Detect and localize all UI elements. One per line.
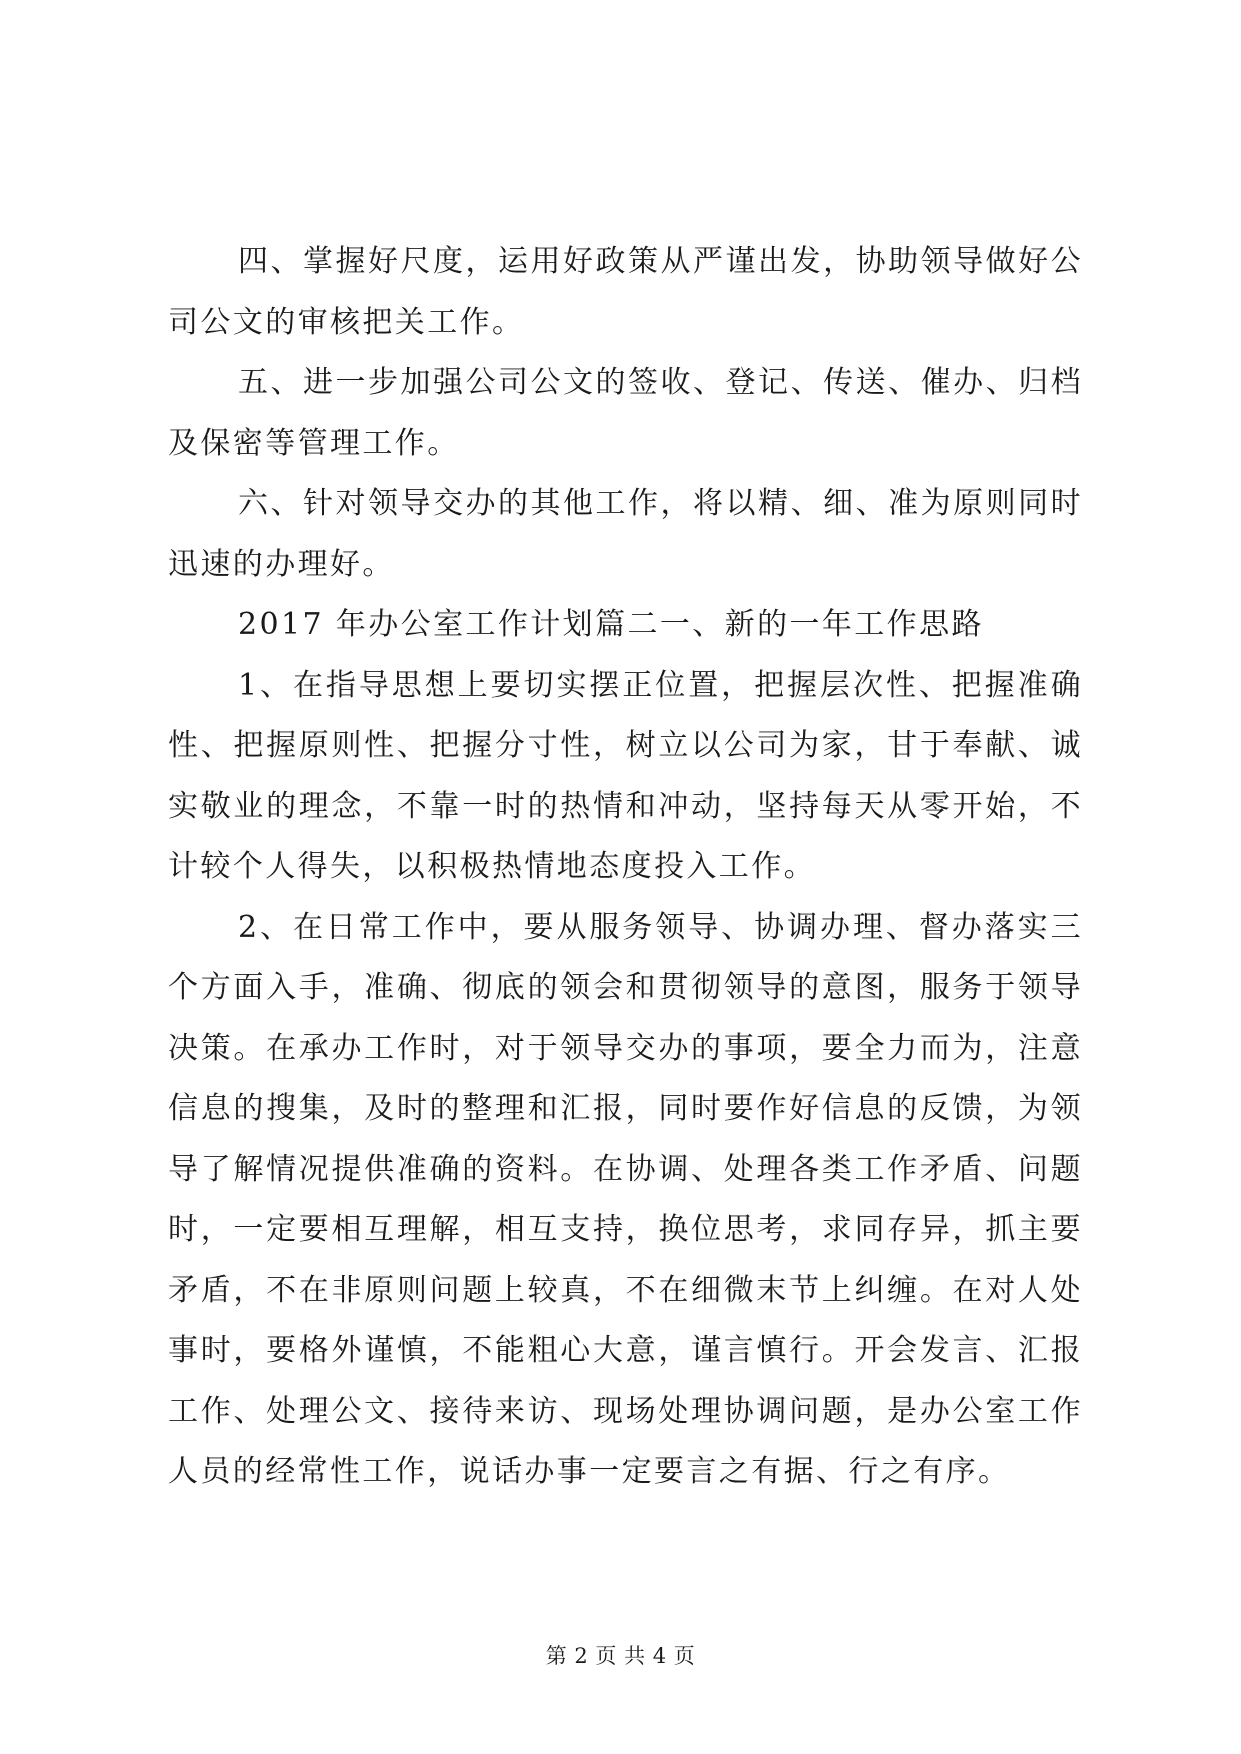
paragraph-item-6: 六、针对领导交办的其他工作，将以精、细、准为原则同时迅速的办理好。 (168, 486, 1083, 582)
paragraph-item-5: 五、进一步加强公司公文的签收、登记、传送、催办、归档及保密等管理工作。 (168, 365, 1083, 461)
paragraph-point-1: 1、在指导思想上要切实摆正位置，把握层次性、把握准确性、把握原则性、把握分寸性，树立以公司为家，甘于奉献、诚实敬业的理念，不靠一时的热情和冲动，坚持每天从零开始，不计较个人得失，以积极热情地态度投入工作。 (168, 667, 1083, 884)
page-footer: 第 2 页 共 4 页 (545, 1644, 696, 1668)
section-heading: 2017 年办公室工作计划篇二一、新的一年工作思路 (238, 607, 984, 642)
paragraph-point-2: 2、在日常工作中，要从服务领导、协调办理、督办落实三个方面入手，准确、彻底的领会和贯彻领导的意图，服务于领导决策。在承办工作时，对于领导交办的事项，要全力而为，注意信息的搜集，及时的整理和汇报，同时要作好信息的反馈，为领导了解情况提供准确的资料。在协调、处理各类工作矛盾、问题时，一定要相互理解，相互支持，换位思考，求同存异，抓主要矛盾，不在非原则问题上较真，不在细微末节上纠缠。在对人处事时，要格外谨慎，不能粗心大意，谨言慎行。开会发言、汇报工作、处理公文、接待来访、现场处理协调问题，是办公室工作人员的经常性工作，说话办事一定要言之有据、行之有序。 (168, 909, 1083, 1489)
document-body (168, 232, 1083, 1503)
paragraph-item-4: 四、掌握好尺度，运用好政策从严谨出发，协助领导做好公司公文的审核把关工作。 (168, 244, 1083, 340)
